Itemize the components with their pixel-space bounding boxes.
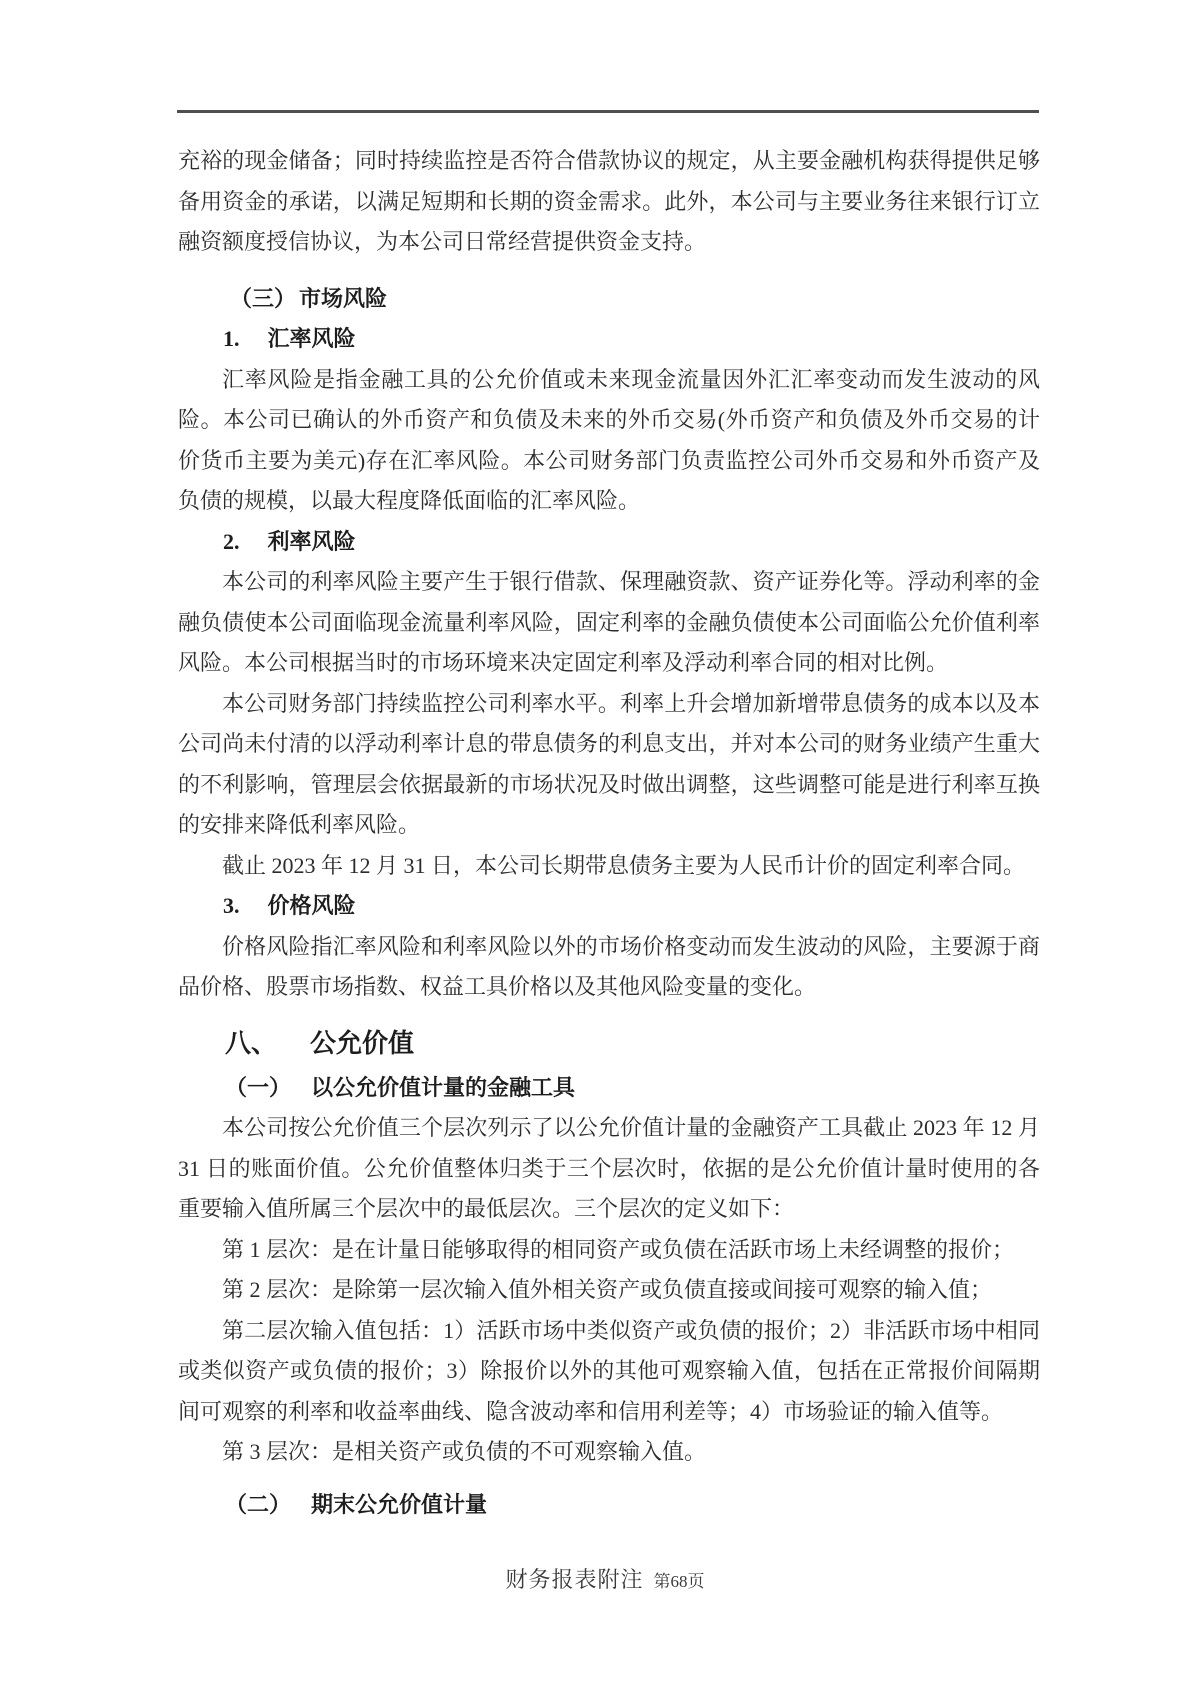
body-paragraph: 价格风险指汇率风险和利率风险以外的市场价格变动而发生波动的风险，主要源于商品价格、股票市场指数、权益工具价格以及其他风险变量的变化。 <box>178 933 1040 999</box>
section-heading <box>178 1068 1040 1109</box>
body-paragraph: 第二层次输入值包括：1）活跃市场中类似资产或负债的报价；2）非活跃市场中相同或类似资产或负债的报价；3）除报价以外的其他可观察输入值，包括在正常报价间隔期间可观察的利率和收益率曲线、隐含波动率和信用利差等；4）市场验证的输入值等。 <box>178 1317 1040 1424</box>
section-heading <box>178 1020 1040 1068</box>
heading-title: 价格风险 <box>267 893 356 918</box>
header-rule <box>177 110 1039 113</box>
body-paragraph: 本公司的利率风险主要产生于银行借款、保理融资款、资产证券化等。浮动利率的金融负债使本公司面临现金流量利率风险，固定利率的金融负债使本公司面临公允价值利率风险。本公司根据当时的市场环境来决定固定利率及浮动利率合同的相对比例。 <box>178 569 1040 675</box>
heading-number: 1. <box>223 326 240 351</box>
body-paragraph: 本公司财务部门持续监控公司利率水平。利率上升会增加新增带息债务的成本以及本公司尚未付清的以浮动利率计息的带息债务的利息支出，并对本公司的财务业绩产生重大的不利影响，管理层会依据最新的市场状况及时做出调整，这些调整可能是进行利率互换的安排来降低利率风险。 <box>178 690 1040 837</box>
section-heading <box>178 1485 1040 1526</box>
page-footer <box>0 1563 1200 1594</box>
body-paragraph: 汇率风险是指金融工具的公允价值或未来现金流量因外汇汇率变动而发生波动的风险。本公司已确认的外币资产和负债及未来的外币交易(外币资产和负债及外币交易的计价货币主要为美元)存在汇率风险。本公司财务部门负责监控公司外币交易和外币资产及负债的规模，以最大程度降低面临的汇率风险。 <box>178 366 1040 513</box>
body-paragraph: 本公司按公允价值三个层次列示了以公允价值计量的金融资产工具截止 2023 年 12 月 31 日的账面价值。公允价值整体归类于三个层次时，依据的是公允价值计量时使用的各重要输入值所属三个层次中的最低层次。三个层次的定义如下： <box>178 1115 1040 1221</box>
body-paragraph: 充裕的现金储备；同时持续监控是否符合借款协议的规定，从主要金融机构获得提供足够备用资金的承诺，以满足短期和长期的资金需求。此外，本公司与主要业务往来银行订立融资额度授信协议，为本公司日常经营提供资金支持。 <box>178 148 1040 254</box>
heading-number: （三） <box>230 285 297 311</box>
heading-number: （二） <box>225 1491 292 1517</box>
heading-title: 市场风险 <box>299 285 388 311</box>
section-heading <box>178 279 1040 320</box>
section-heading <box>178 886 1040 927</box>
heading-number: （一） <box>225 1074 292 1100</box>
heading-number: 2. <box>223 528 240 554</box>
body-paragraph: 截止 2023 年 12 月 31 日，本公司长期带息债务主要为人民币计价的固定利率合同。 <box>222 852 1026 878</box>
heading-title: 公允价值 <box>310 1028 415 1058</box>
footer-page-number: 第68页 <box>653 1572 705 1591</box>
section-heading <box>178 522 1040 563</box>
document-content <box>178 141 1040 1525</box>
heading-title: 利率风险 <box>267 528 356 554</box>
body-paragraph: 第 1 层次：是在计量日能够取得的相同资产或负债在活跃市场上未经调整的报价； <box>222 1236 1015 1262</box>
section-heading <box>178 319 1040 360</box>
heading-title: 汇率风险 <box>267 326 356 351</box>
heading-number: 3. <box>223 893 240 918</box>
body-paragraph: 第 2 层次：是除第一层次输入值外相关资产或负债直接或间接可观察的输入值； <box>222 1277 993 1302</box>
heading-number: 八、 <box>225 1028 278 1058</box>
body-paragraph: 第 3 层次：是相关资产或负债的不可观察输入值。 <box>222 1439 707 1464</box>
footer-title: 财务报表附注 <box>505 1567 644 1592</box>
heading-title: 以公允价值计量的金融工具 <box>311 1074 576 1100</box>
heading-title: 期末公允价值计量 <box>311 1491 488 1517</box>
